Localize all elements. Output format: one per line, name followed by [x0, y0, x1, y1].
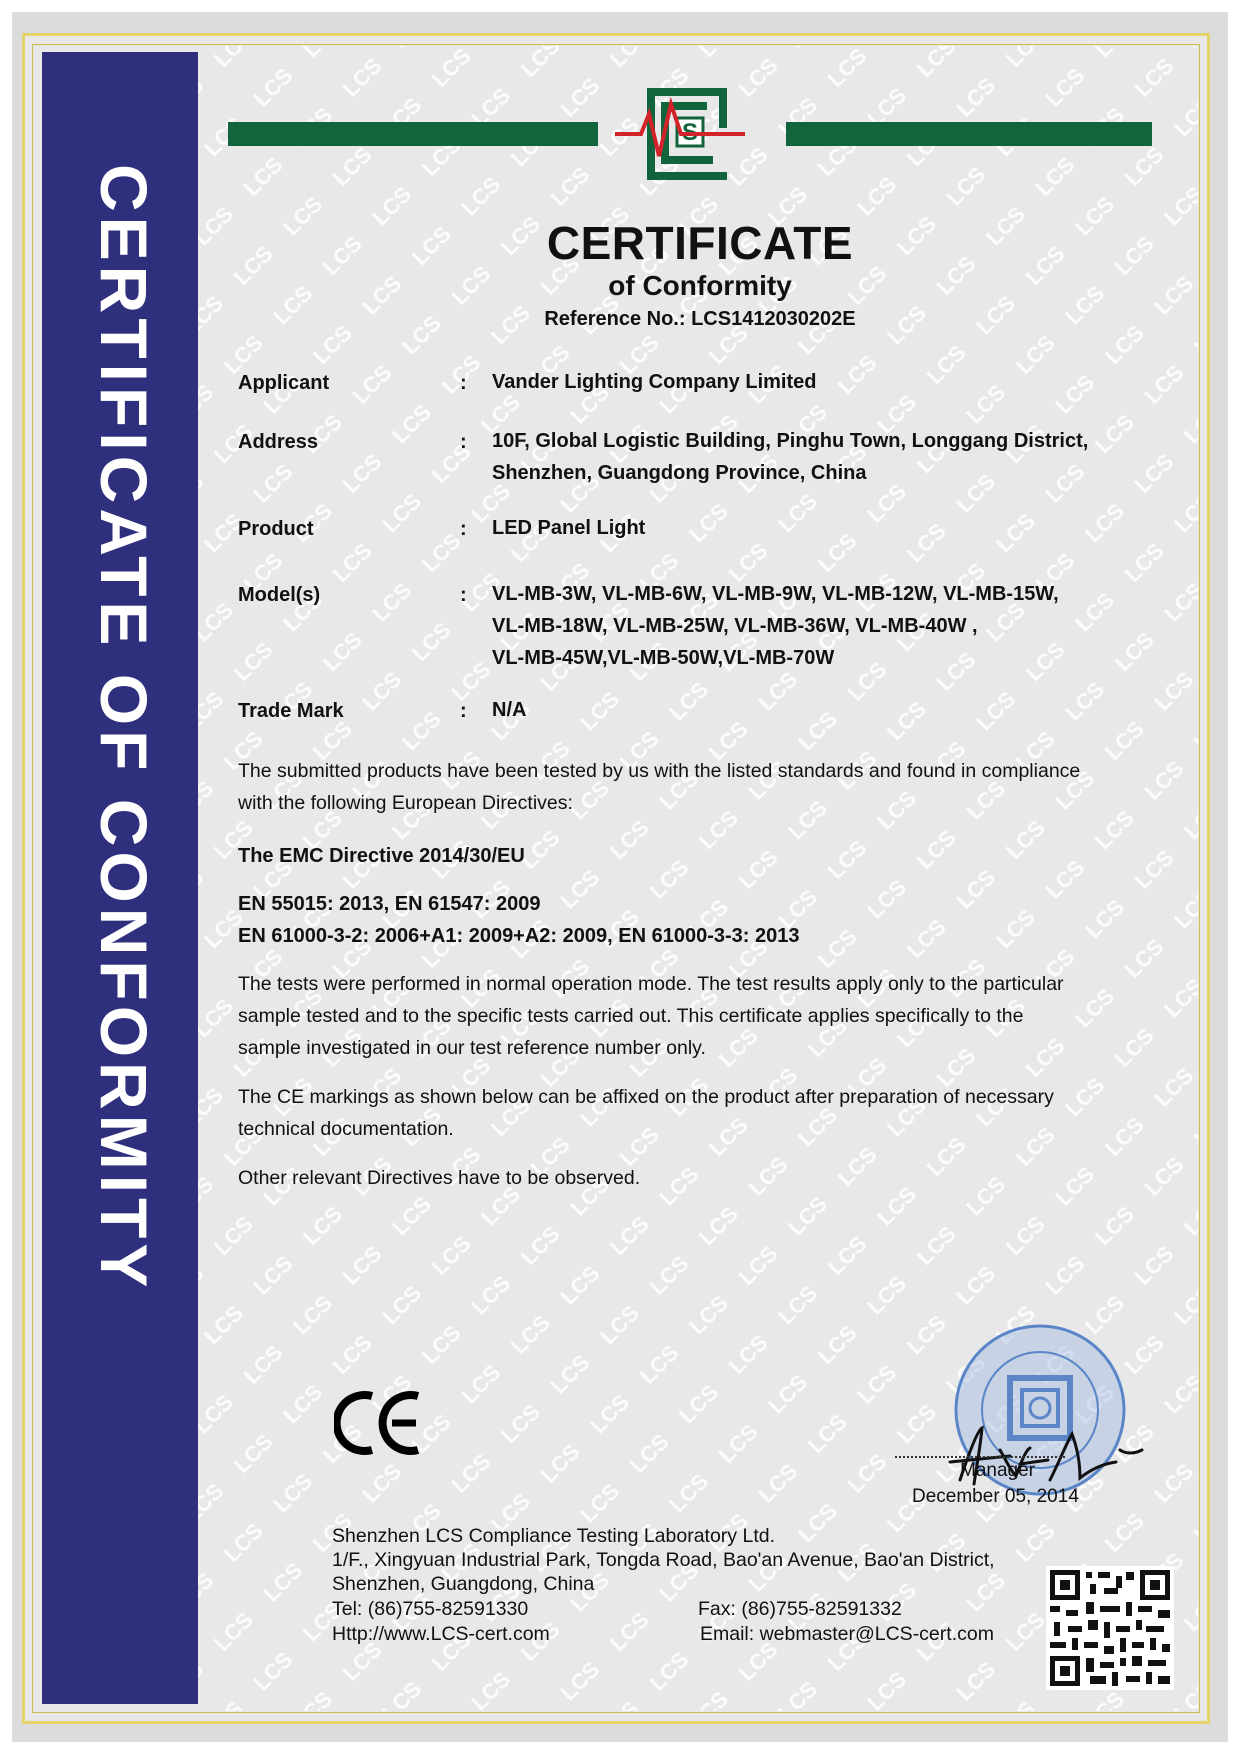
product-value: [492, 512, 1152, 544]
lab-fax: Fax: (86)755-82591332: [698, 1598, 902, 1620]
standard-line: EN 61000-3-2: 2006+A1: 2009+A2: 2009, EN 61000-3-3: 2013: [238, 925, 800, 947]
address-colon: :: [460, 431, 467, 453]
signature-line: [895, 1456, 1065, 1458]
signatory-role: Manager: [960, 1460, 1035, 1481]
address-line: 10F, Global Logistic Building, Pinghu Town, Longgang District,: [492, 430, 1089, 452]
address-label: Address: [238, 431, 319, 453]
certificate-title: CERTIFICATE: [546, 217, 854, 269]
product-label: Product: [238, 518, 314, 540]
ce-statement: [238, 1081, 1158, 1145]
standards-list: [238, 888, 1158, 952]
lcs-logo-icon: [615, 84, 745, 184]
applicant-colon: :: [460, 372, 467, 394]
models-value: [492, 578, 1152, 674]
header-bar-left: [228, 122, 598, 146]
ce-line: The CE markings as shown below can be affixed on the product after preparation of necessary: [238, 1086, 1054, 1108]
trade-mark-line: N/A: [492, 699, 527, 721]
lab-tel: Tel: (86)755-82591330: [332, 1598, 529, 1620]
other-directives: Other relevant Directives have to be observed.: [238, 1167, 641, 1189]
trade-mark-colon: :: [460, 700, 467, 722]
side-band-text: CERTIFICATE OF CONFORMITY: [87, 164, 161, 1293]
trade-mark-label: Trade Mark: [238, 700, 344, 722]
trade-mark-value: [492, 694, 1152, 726]
qr-code-icon: [1046, 1566, 1174, 1690]
lab-website: Http://www.LCS-cert.com: [332, 1623, 550, 1645]
models-label: Model(s): [238, 584, 321, 606]
header-bar-right: [786, 122, 1152, 146]
standard-line: EN 55015: 2013, EN 61547: 2009: [238, 893, 541, 915]
test-line: sample investigated in our test reference number only.: [238, 1037, 706, 1059]
applicant-line: Vander Lighting Company Limited: [492, 371, 817, 393]
lab-address-line: Shenzhen, Guangdong, China: [332, 1573, 595, 1595]
directive-name: The EMC Directive 2014/30/EU: [238, 845, 525, 867]
models-colon: :: [460, 584, 467, 606]
compliance-line: with the following European Directives:: [238, 792, 573, 814]
lab-address-line: 1/F., Xingyuan Industrial Park, Tongda Road, Bao'an Avenue, Bao'an District,: [332, 1549, 995, 1571]
test-statement: [238, 968, 1158, 1064]
address-value: [492, 425, 1152, 489]
ce-mark-icon: [334, 1388, 424, 1458]
product-colon: :: [460, 518, 467, 540]
test-line: sample tested and to the specific tests carried out. This certificate applies specifically to the: [238, 1005, 1024, 1027]
reference-number: Reference No.: LCS1412030202E: [544, 308, 856, 330]
compliance-line: The submitted products have been tested by us with the listed standards and found in compliance: [238, 760, 1081, 782]
ce-line: technical documentation.: [238, 1118, 454, 1140]
address-line: Shenzhen, Guangdong Province, China: [492, 462, 867, 484]
issue-date: December 05, 2014: [912, 1486, 1079, 1507]
model-line: VL-MB-18W, VL-MB-25W, VL-MB-36W, VL-MB-40W ,: [492, 615, 978, 637]
test-line: The tests were performed in normal operation mode. The test results apply only to the particular: [238, 973, 1064, 995]
applicant-value: [492, 366, 1152, 398]
certificate-subtitle: of Conformity: [608, 270, 792, 301]
model-line: VL-MB-3W, VL-MB-6W, VL-MB-9W, VL-MB-12W, VL-MB-15W,: [492, 583, 1059, 605]
model-line: VL-MB-45W,VL-MB-50W,VL-MB-70W: [492, 647, 835, 669]
lab-name: Shenzhen LCS Compliance Testing Laboratory Ltd.: [332, 1525, 775, 1547]
product-line: LED Panel Light: [492, 517, 646, 539]
logo-letter: S: [681, 119, 699, 146]
applicant-label: Applicant: [238, 372, 330, 394]
compliance-statement: [238, 755, 1158, 819]
lab-email: Email: webmaster@LCS-cert.com: [700, 1623, 994, 1645]
